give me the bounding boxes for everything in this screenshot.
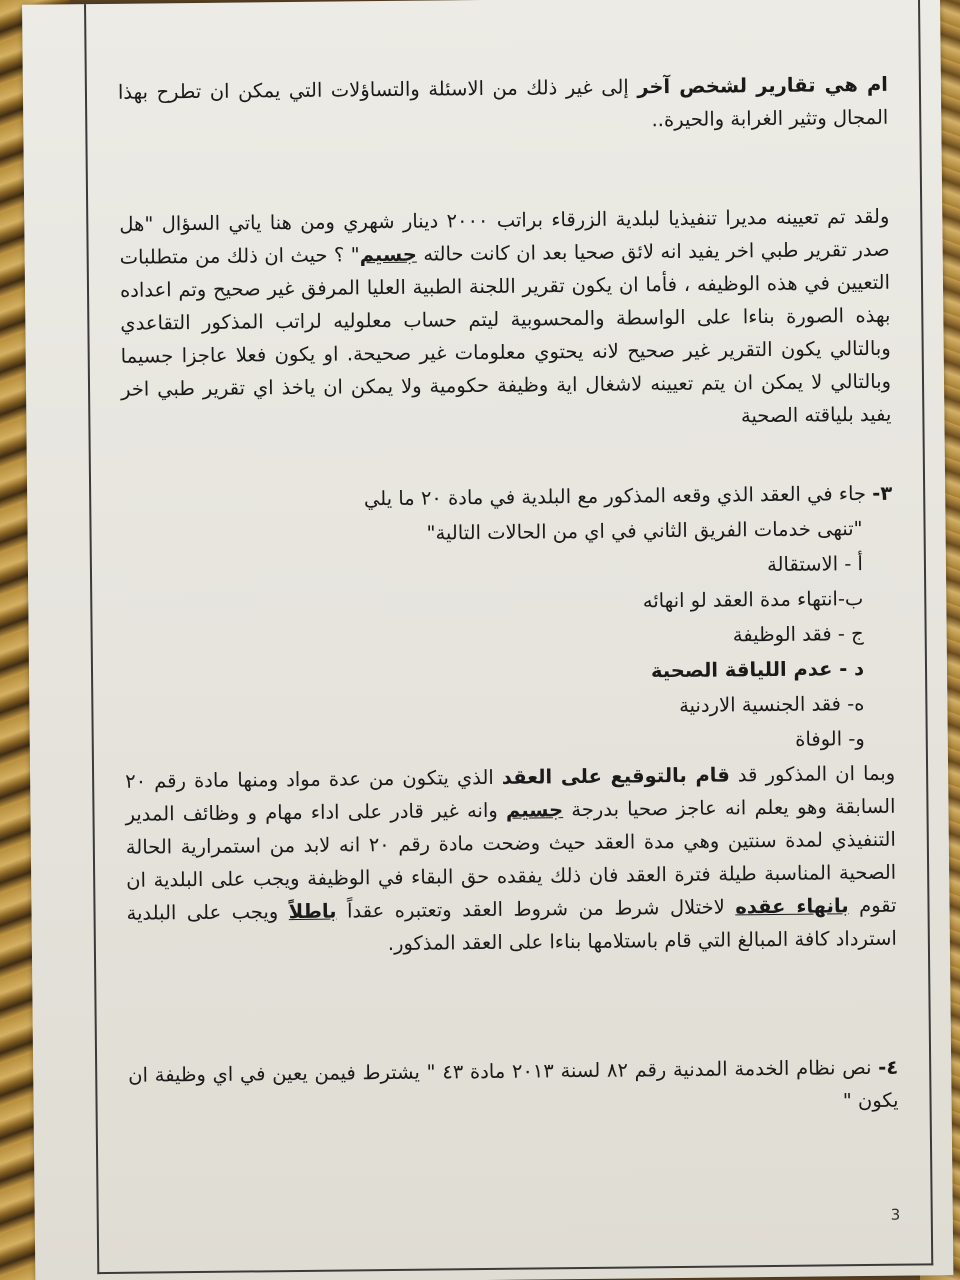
para3-bold-1: قام بالتوقيع على العقد: [501, 763, 730, 789]
para3-underlined-2: بانهاء عقده: [735, 894, 849, 919]
page-number: 3: [890, 1205, 901, 1224]
para3-text-4: لاختلال شرط من شروط العقد وتعتبره عقداً: [336, 895, 736, 923]
section-3-heading: [122, 477, 892, 518]
document-page: [22, 0, 953, 1280]
list-item-d: د - عدم اللياقة الصحية: [650, 657, 865, 683]
para2-text-1: ولقد تم تعيينه مديرا تنفيذيا لبلدية الزرقاء براتب ٢٠٠٠ دينار شهري ومن هنا ياتي السؤال "هل صدر تقرير طبي اخر يفيد انه لائق صحيا بعد ان كانت حالته: [119, 204, 890, 266]
list-item-a: أ - الاستقالة: [766, 552, 864, 577]
paragraph-1: [118, 68, 889, 142]
section-3-number: ٣-: [872, 481, 893, 505]
section-3-intro: جاء في العقد الذي وقعه المذكور مع البلدية في مادة ٢٠ ما يلي: [363, 481, 873, 511]
para3-text-3: وانه غير قادر على اداء مهام و وظائف المدير التنفيذي لمدة سنتين وهي مدة العقد حيث وضحت مادة رقم ٢٠ انه لابد من استمرارية الحالة الصحية المناسبة طيلة فترة العقد فان ذلك يفقده حق البقاء في الوظيفة ويجب على البلدية ان تقوم: [125, 798, 897, 918]
para3-underlined-1: جسيم: [505, 798, 564, 822]
list-item-c: ج - فقد الوظيفة: [732, 622, 864, 647]
document-body: [118, 68, 899, 1125]
list-item-f: و- الوفاة: [795, 727, 865, 751]
list-item-b: ب-انتهاء مدة العقد لو انهائه: [642, 587, 864, 613]
para3-underlined-3: باطلاً: [288, 899, 337, 924]
list-item-e: ه- فقد الجنسية الاردنية: [679, 692, 865, 717]
para2-underlined-1: جسيم: [359, 242, 417, 267]
section-4: [128, 1051, 899, 1125]
section-4-number: ٤-: [878, 1055, 899, 1079]
paragraph-3: [125, 757, 897, 963]
para3-text-5: ويجب على البلدية استرداد كافة المبالغ التي قام باستلامها بناءا على العقد المذكور.: [126, 900, 897, 956]
para3-text-2: الذي يتكون من عدة مواد ومنها مادة رقم ٢٠ السابقة وهو يعلم انه عاجز صحيا بدرجة: [125, 765, 896, 822]
section-4-text: نص نظام الخدمة المدنية رقم ٨٢ لسنة ٢٠١٣ مادة ٤٣ " يشترط فيمن يعين في اي وظيفة ان يكون ": [128, 1055, 899, 1113]
para1-text: إلى غير ذلك من الاسئلة والتساؤلات التي يمكن ان تطرح بهذا المجال وتثير الغرابة والحيرة..: [117, 75, 889, 132]
para3-text-1: وبما ان المذكور قد: [729, 761, 896, 787]
para1-lead: ام هي تقارير لشخص آخر: [637, 72, 889, 99]
para2-text-2: " ؟ حيث ان ذلك من متطلبات التعيين في هذه الوظيفه ، فأما ان يكون تقرير اللجنة الطبية العليا المرفق غير صحيح وتم اعداده بهذه الصورة بناءا على الواسطة والمحسوبية ليتم حساب معلوليه لراتب المذكور التقاعدي وبالتالي يكون التقرير غير صحيح لانه يحتوي معلومات غير صحيحة. او يكون فعلا عاجزا جسيما وبالتالي لا يمكن ان يتم تعيينه لاشغال اية وظيفة حكومية ولا يمكن ان ياخذ اي تقرير طبي اخر يفيد بلياقته الصحية: [119, 243, 892, 428]
paragraph-2: [119, 200, 891, 439]
section-3-quote: "تنهى خدمات الفريق الثاني في اي من الحالات التالية": [426, 517, 863, 545]
